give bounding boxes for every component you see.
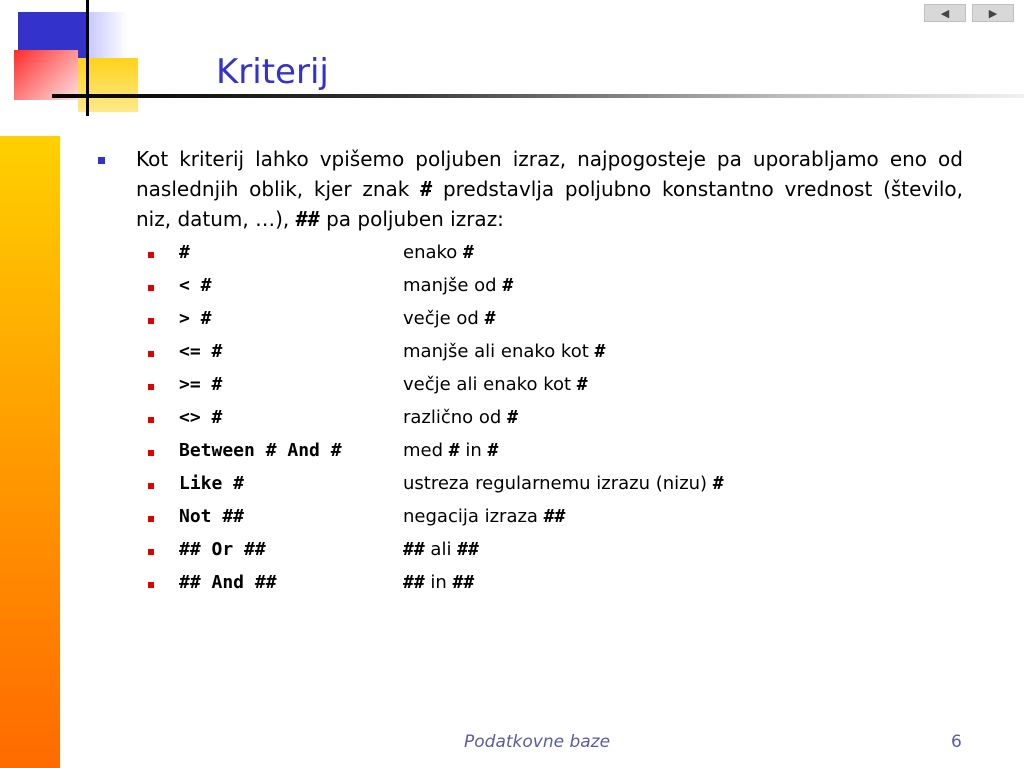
criterion-description [403,339,605,365]
arrow-left-icon: ◀ [940,6,950,20]
description-code: # [576,374,588,395]
decor-side-bar [0,136,60,768]
description-text: in [459,440,488,461]
description-code: ## [452,572,475,593]
intro-text-2: predstavlja poljubno konstantno vrednost (število, niz, datum, …), [136,177,963,231]
decor-red-square [14,50,78,100]
title-underline [52,94,1024,98]
criterion-description [403,504,565,530]
description-text: večje od [403,308,485,329]
description-code: # [484,308,496,329]
description-code: # [507,407,518,428]
description-code: # [487,440,499,461]
description-text: večje ali enako kot [403,374,577,395]
slide-title: Kriterij [216,52,329,92]
description-code: ## [403,539,425,560]
criterion-operator: > # [179,308,212,329]
criterion-operator: <= # [179,341,223,362]
bullet-icon [148,318,154,324]
description-code: ## [403,572,425,593]
description-code: ## [457,539,479,560]
next-slide-button[interactable] [972,4,1014,22]
bullet-icon [148,516,154,522]
page-number: 6 [951,732,962,752]
decor-vertical-line [86,0,89,116]
intro-code-1: # [420,177,433,201]
intro-text-3: pa poljuben izraz: [319,207,504,231]
criterion-description [403,273,513,299]
intro-code-2: ## [295,207,320,231]
description-text: različno od [403,407,508,428]
criterion-description [403,306,495,332]
criterion-operator: Not ## [179,506,245,527]
bullet-icon [148,450,154,456]
description-code: # [594,341,606,362]
criterion-description [403,537,479,563]
bullet-icon [148,582,154,588]
description-text: manjše od [403,275,503,296]
criterion-operator: ## Or ## [179,539,266,560]
footer-title: Podatkovne baze [464,732,611,752]
description-text: med [403,440,449,461]
criterion-operator: Like # [179,473,245,494]
decor-blue-fade [88,12,128,58]
description-text: enako [403,242,464,263]
description-text: ali [424,539,458,560]
description-code: # [448,440,460,461]
bullet-icon [148,549,154,555]
description-text: manjše ali enako kot [403,341,595,362]
criterion-operator: <> # [179,407,223,428]
criterion-description [403,438,498,464]
bullet-icon [148,252,154,258]
bullet-icon [148,384,154,390]
description-text: in [424,572,453,593]
description-code: # [463,242,474,263]
description-code: # [712,473,724,494]
description-code: # [502,275,514,296]
bullet-icon [98,157,105,164]
bullet-icon [148,417,154,423]
prev-slide-button[interactable] [924,4,966,22]
intro-text-1: Kot kriterij lahko vpišemo poljuben izraz, najpogosteje pa uporabljamo eno od naslednjih oblik, kjer znak [136,147,963,201]
criterion-operator: >= # [179,374,223,395]
description-text: negacija izraza [403,506,544,527]
criterion-operator: Between # And # [179,440,342,461]
criterion-description [403,570,474,596]
arrow-right-icon: ▶ [988,6,998,20]
bullet-icon [148,351,154,357]
description-text: ustreza regularnemu izrazu (nizu) [403,473,713,494]
criterion-operator: # [179,242,190,263]
criterion-description [403,471,724,497]
criterion-description [403,240,474,266]
bullet-icon [148,285,154,291]
criterion-operator: < # [179,275,212,296]
description-code: ## [543,506,566,527]
criterion-description [403,405,518,431]
criterion-operator: ## And ## [179,572,277,593]
criterion-description [403,372,588,398]
intro-paragraph [136,144,963,234]
bullet-icon [148,483,154,489]
